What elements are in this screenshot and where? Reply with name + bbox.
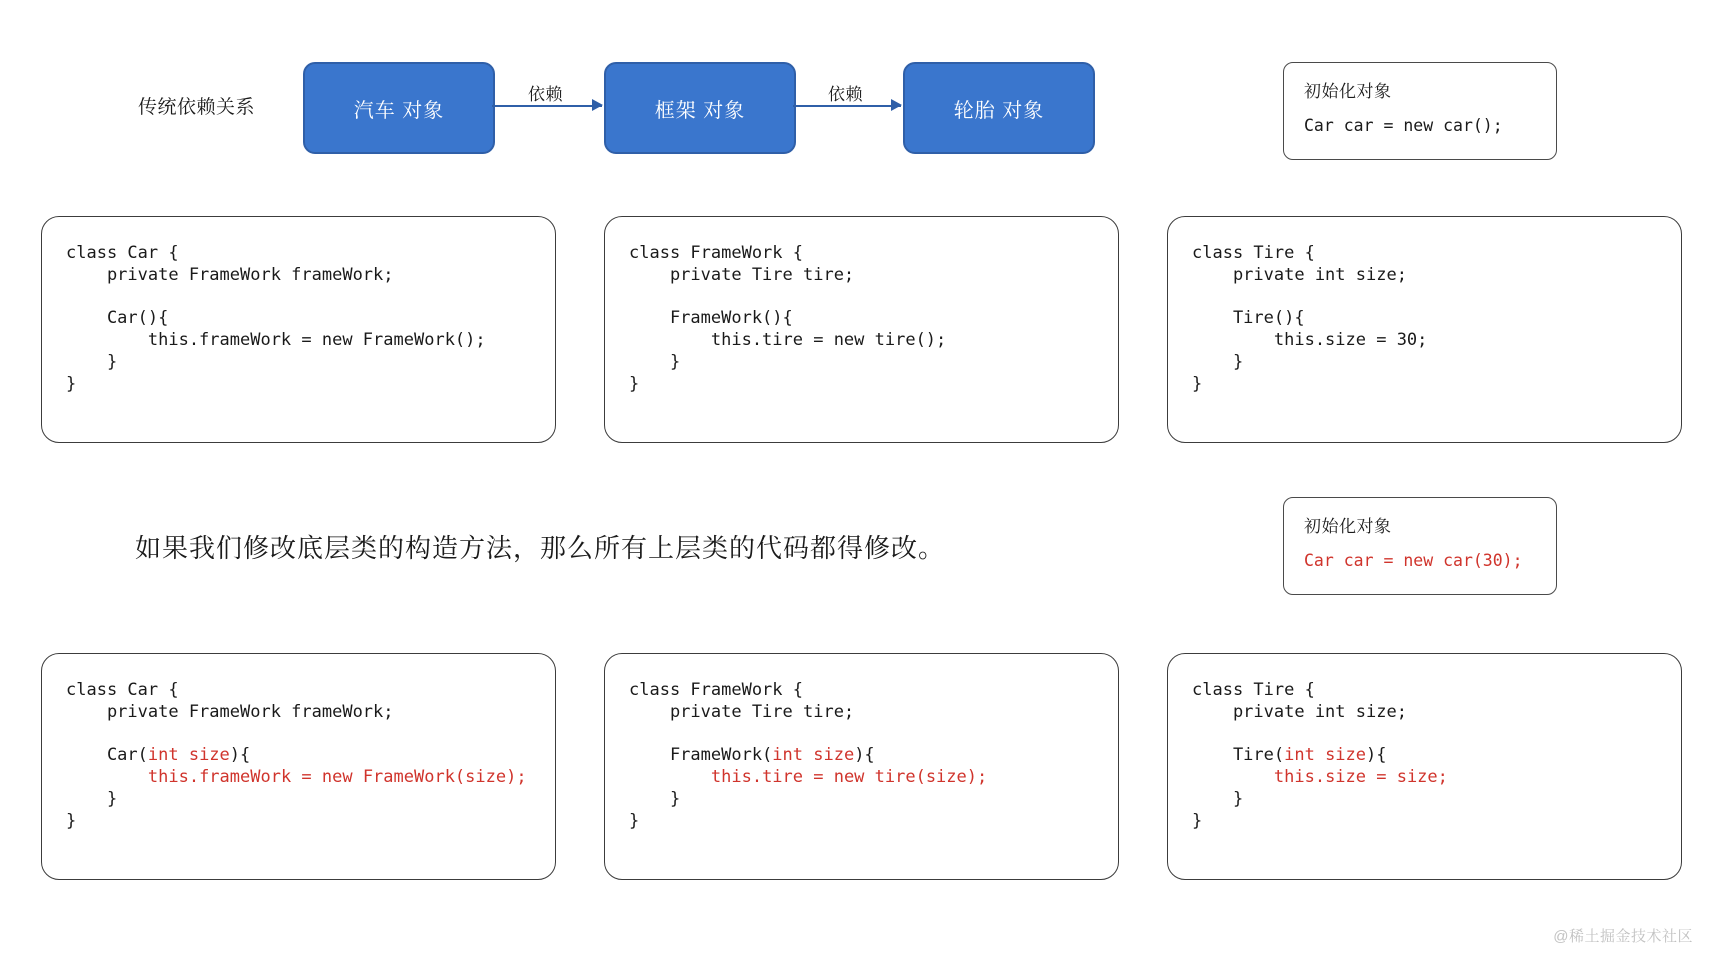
node-car-label: 汽车 对象 — [353, 99, 445, 122]
init-box-modified — [1283, 497, 1557, 595]
watermark: @稀土掘金技术社区 — [1553, 928, 1693, 945]
code-card-tire-original — [1167, 216, 1682, 443]
explanation-note: 如果我们修改底层类的构造方法，那么所有上层类的代码都得修改。 — [135, 533, 946, 563]
code-card-car-original — [41, 216, 556, 443]
code-block: class FrameWork { private Tire tire; FrameWork(){ this.tire = new tire(); } } — [629, 243, 947, 394]
node-car — [303, 62, 495, 154]
code-card-framework-modified — [604, 653, 1119, 880]
code-block: class Car { private FrameWork frameWork; Car(int size){ this.frameWork = new FrameWork(size); } } — [66, 680, 527, 831]
init-box-title: 初始化对象 — [1304, 517, 1392, 536]
init-box-original — [1283, 62, 1557, 160]
arrow-head-icon — [592, 99, 603, 111]
code-card-tire-modified — [1167, 653, 1682, 880]
node-framework-label: 框架 对象 — [654, 99, 746, 122]
init-box-code: Car car = new car(); — [1304, 116, 1503, 135]
code-card-framework-original — [604, 216, 1119, 443]
code-block: class FrameWork { private Tire tire; FrameWork(int size){ this.tire = new tire(size); } } — [629, 680, 988, 831]
node-tire — [903, 62, 1095, 154]
node-framework — [604, 62, 796, 154]
arrow-head-icon — [891, 99, 902, 111]
arrow-line — [793, 105, 901, 107]
node-tire-label: 轮胎 对象 — [953, 99, 1045, 122]
code-block: class Tire { private int size; Tire(){ this.size = 30; } } — [1192, 243, 1428, 394]
code-card-car-modified — [41, 653, 556, 880]
init-box-title: 初始化对象 — [1304, 82, 1392, 101]
code-block: class Car { private FrameWork frameWork; Car(){ this.frameWork = new FrameWork(); } } — [66, 243, 486, 394]
code-block: class Tire { private int size; Tire(int size){ this.size = size; } } — [1192, 680, 1448, 831]
init-box-code: Car car = new car(30); — [1304, 551, 1523, 570]
chain-label: 传统依赖关系 — [138, 97, 256, 118]
arrow-line — [492, 105, 602, 107]
arrow-label-2: 依赖 — [828, 85, 863, 104]
arrow-label-1: 依赖 — [528, 85, 563, 104]
